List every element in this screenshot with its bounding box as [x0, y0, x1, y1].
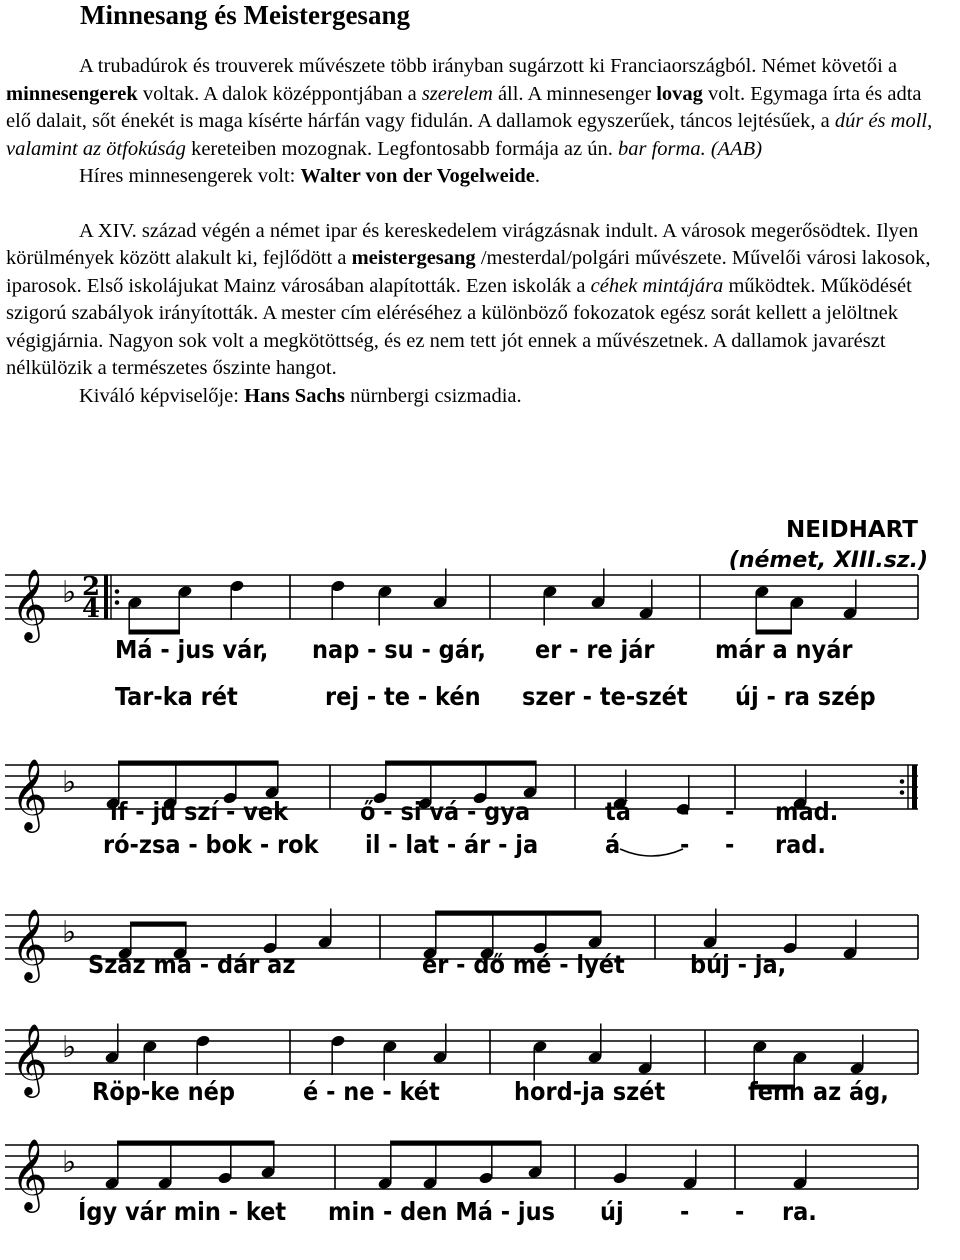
text-run: kereteiben mozognak. Legfontosabb formája az ún. — [185, 137, 618, 160]
lyric-syllable: - — [680, 797, 690, 826]
treble-clef-icon: 𝄞 — [11, 567, 48, 640]
composer-name: NEIDHART — [785, 517, 918, 543]
lyric-syllable: á — [605, 830, 621, 859]
bold-term: Walter von der Vogelweide — [300, 165, 535, 187]
lyric-syllable: min - den Má - jus — [328, 1197, 556, 1226]
lyric-syllable: Tar-ka rét — [115, 682, 238, 711]
paragraph-gap — [6, 191, 946, 218]
text-run: Kiváló képviselője: — [79, 384, 245, 407]
text-run: A XIV. század végén a német ipar és kereskedelem virágzásnak indult. A városok megerősödtek. Ilyen körülmények között alakult ki, fejlődött a — [6, 219, 919, 269]
lyric-syllable: mad. — [775, 797, 839, 826]
flat-key-signature-icon: ♭ — [62, 575, 77, 610]
bold-term: Hans Sachs — [244, 384, 345, 407]
lyric-syllable: már a nyár — [715, 635, 853, 664]
lyric-syllable: Röp-ke nép — [92, 1077, 235, 1106]
staff-system — [5, 567, 918, 711]
lyric-syllable: új - ra szép — [735, 682, 876, 711]
paragraph-representative — [6, 383, 946, 411]
italic-term: szerelem — [421, 82, 493, 105]
lyric-syllable: er - dő mé - lyét — [422, 950, 625, 979]
lyric-syllable: ő - si vá - gya — [360, 797, 531, 826]
lyric-syllable: nap - su - gár, — [312, 635, 486, 664]
lyric-syllable: if - jú szí - vek — [110, 797, 289, 826]
lyric-syllable: rej - te - kén — [325, 682, 481, 711]
staff-system — [5, 907, 918, 983]
treble-clef-icon: 𝄞 — [11, 1022, 48, 1095]
origin-label: (német, XIII.sz.) — [728, 548, 928, 573]
text-run: A trubadúrok és trouverek művészete több irányban sugárzott ki Franciaországból. Német követői a — [79, 55, 898, 77]
treble-clef-icon: 𝄞 — [11, 757, 48, 830]
lyric-syllable: Száz ma - dár az — [88, 950, 296, 979]
italic-term: céhek mintájára — [590, 274, 724, 297]
paragraph-meistergesang — [6, 218, 946, 383]
time-signature-top: 2 — [81, 572, 101, 602]
note-beam — [129, 630, 180, 635]
flat-key-signature-icon: ♭ — [62, 765, 77, 800]
lyric-syllable: - — [725, 830, 735, 859]
note-beam — [436, 911, 602, 916]
staff-system — [5, 1022, 918, 1106]
text-run: áll. A minnesenger — [492, 82, 657, 105]
lyric-syllable: rad. — [775, 830, 826, 859]
repeat-thick-bar — [104, 575, 108, 619]
text-run: . — [534, 165, 541, 187]
paragraph-minnesang — [6, 53, 946, 163]
lyric-syllable: er - re jár — [535, 635, 655, 664]
text-run: voltak. A dalok középpontjában a — [137, 82, 422, 105]
lyric-syllable: búj - ja, — [690, 950, 787, 979]
text-run: működtek. Működését szigorú szabályok irányították. A mester cím eléréséhez a különböző fokozatok egész sorát kellett a jelöltnek végigjárnia. Nagyon sok volt a megkötöttség, és ez nem tett jót ennek a művészetnek. A dallamok javarészt nélkülözik a természetes őszinte hangot. — [6, 274, 912, 379]
lyric-syllable: Má - jus vár, — [115, 635, 269, 664]
lyric-syllable: ra. — [782, 1197, 817, 1226]
repeat-dot — [900, 779, 905, 784]
bold-term: meistergesang — [351, 247, 476, 269]
lyric-syllable: tá — [605, 797, 631, 826]
repeat-dot — [115, 589, 120, 594]
time-signature-bottom: 4 — [81, 594, 101, 624]
lyric-syllable: - — [725, 797, 735, 826]
text-run: Híres minnesengerek volt: — [79, 165, 301, 187]
note-beam — [119, 761, 279, 766]
text-run: /mesterdal/polgári művészete. Művelői városi lakosok, iparosok. Első iskolájukat Mainz városában alapították. Ezen iskolák a — [6, 247, 931, 297]
lyric-syllable: - — [680, 1197, 690, 1226]
lyric-syllable: fenn az ág, — [748, 1077, 889, 1106]
lyric-syllable: il - lat - ár - ja — [365, 830, 539, 859]
staff-system — [5, 757, 918, 859]
repeat-dot — [900, 790, 905, 795]
repeat-dot — [115, 600, 120, 605]
italic-term: bar forma. (AAB) — [617, 137, 763, 160]
note-beam — [118, 1141, 275, 1146]
text-run: nürnbergi csizmadia. — [344, 384, 522, 407]
treble-clef-icon: 𝄞 — [11, 907, 48, 980]
lyric-syllable: é - ne - két — [303, 1077, 440, 1106]
italic-term: dúr és moll, valamint az ötfokúság — [6, 110, 933, 160]
page-title: Minnesang és Meistergesang — [80, 0, 410, 30]
sheet-music — [0, 490, 960, 1260]
text-run: volt. Egymaga írta és adta elő dalait, sőt énekét is maga kísérte hárfán vagy fidulán. A dallamok egyszerűek, táncos lejtésűek, a — [6, 82, 922, 132]
lyric-syllable: Így vár min - ket — [78, 1197, 287, 1226]
flat-key-signature-icon: ♭ — [62, 915, 77, 950]
paragraph-famous-minnesinger — [6, 163, 946, 191]
note-beam — [131, 922, 187, 927]
lyric-syllable: új — [600, 1197, 624, 1226]
lyric-syllable: hord-ja szét — [514, 1077, 666, 1106]
note-beam — [391, 1141, 542, 1146]
note-beam — [756, 630, 792, 635]
bold-term: lovag — [656, 82, 703, 105]
lyric-syllable: ró-zsa - bok - rok — [103, 830, 319, 859]
article-text — [6, 53, 946, 410]
bold-term: minnesengerek — [6, 82, 138, 105]
flat-key-signature-icon: ♭ — [62, 1145, 77, 1180]
repeat-thick-bar — [912, 765, 917, 809]
flat-key-signature-icon: ♭ — [62, 1030, 77, 1065]
staff-system — [5, 1137, 918, 1226]
treble-clef-icon: 𝄞 — [11, 1137, 48, 1210]
lyric-syllable: - — [735, 1197, 745, 1226]
lyric-syllable: szer - te-szét — [522, 682, 688, 711]
lyric-syllable: - — [680, 830, 690, 859]
note-beam — [386, 761, 537, 766]
slur — [620, 849, 683, 856]
